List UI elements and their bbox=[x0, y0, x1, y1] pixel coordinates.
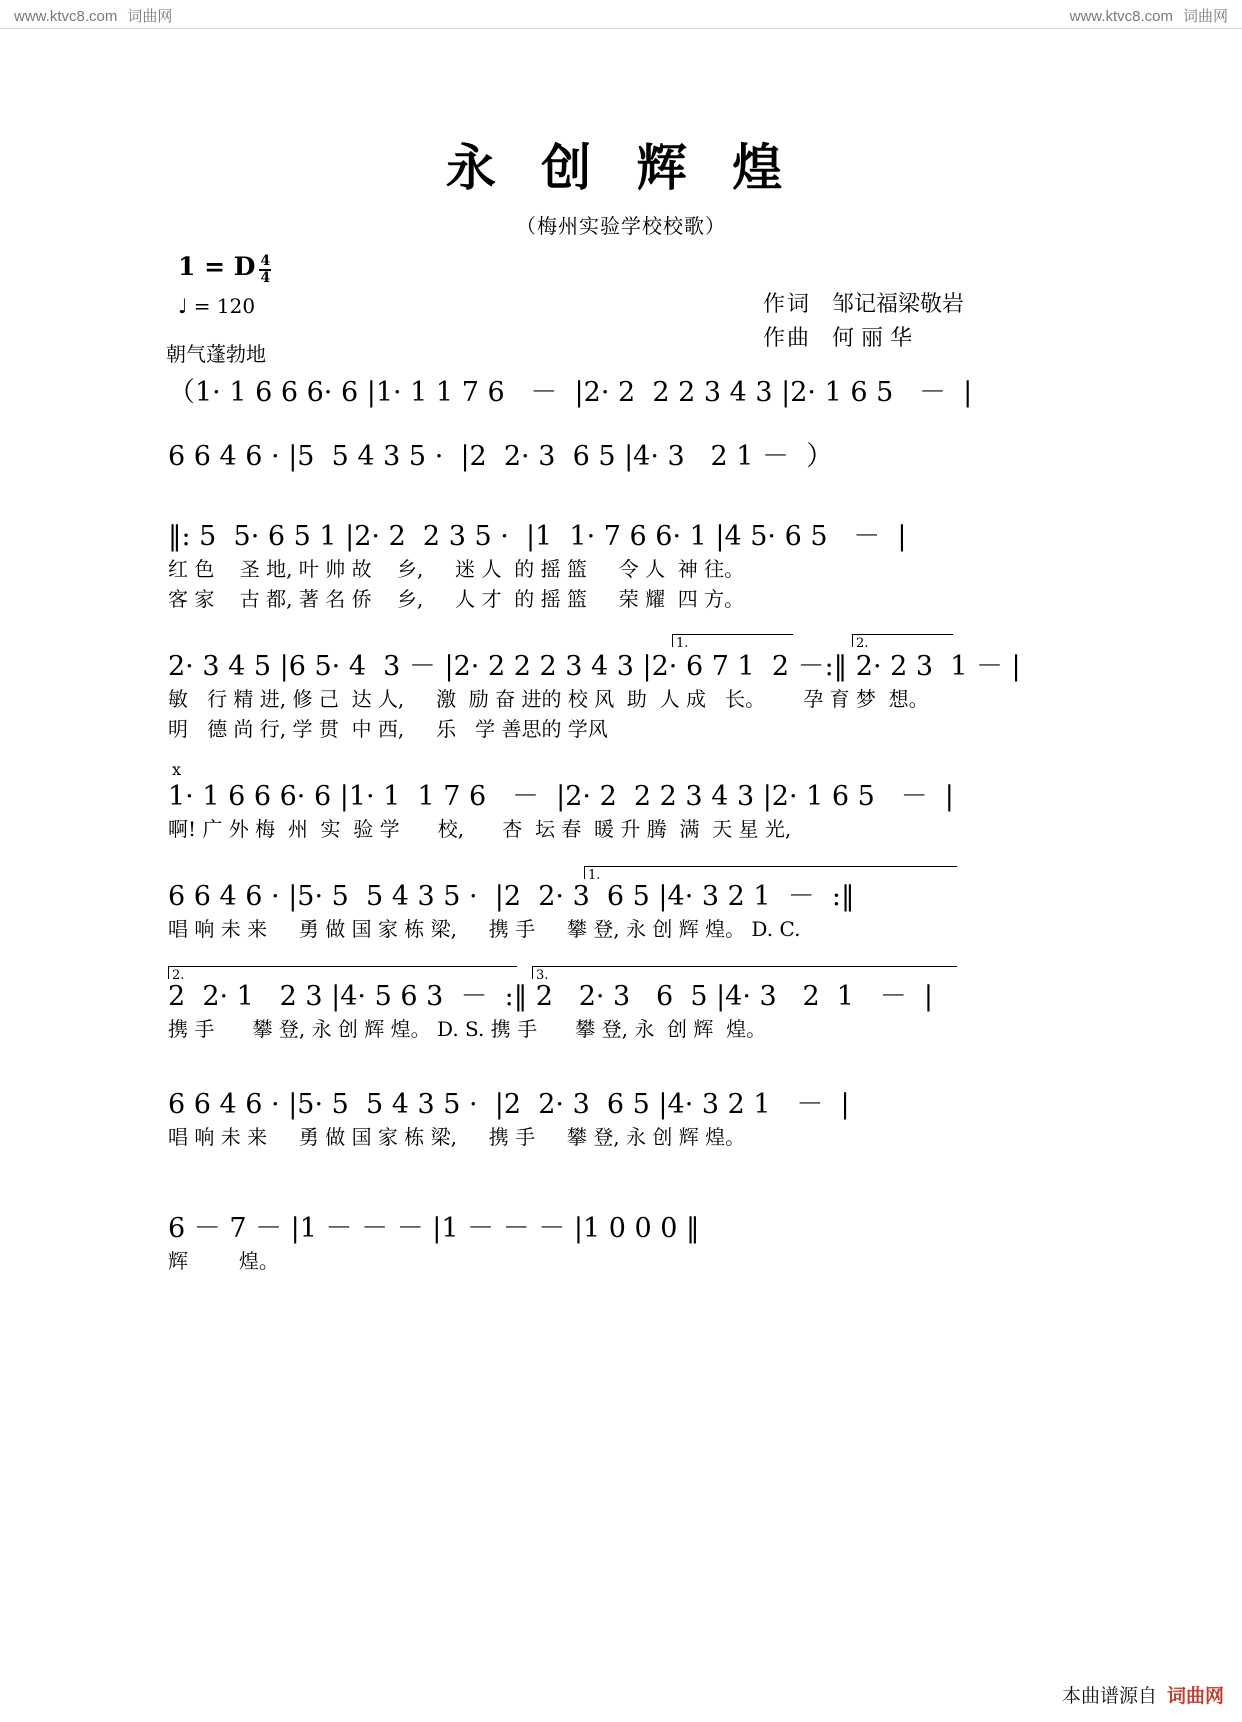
lyrics-line-1: 唱 响 未 来 勇 做 国 家 栋 梁, 携 手 攀 登, 永 创 辉 煌。 bbox=[168, 1125, 746, 1149]
watermark-site-left: 词曲网 bbox=[127, 8, 173, 25]
music-system-ending-1 bbox=[0, 980, 1242, 1044]
volta-bracket-3b bbox=[532, 966, 957, 983]
lyrics-line-2: 明 德 尚 行, 学 贯 中 西, 乐 学 善思的 学风 bbox=[168, 717, 608, 741]
notation-line: ‖: 5 5· 6 5 1 |2· 2 2 3 5 · |1 1· 7 6 6· 1 |4 5· 6 5 － | bbox=[168, 521, 907, 552]
music-system-verse-1 bbox=[0, 520, 1242, 614]
notation-line: （1· 1 6 6 6· 6 |1· 1 1 7 6 － |2· 2 2 2 3 4 3 |2· 1 6 5 － | bbox=[168, 377, 973, 408]
time-signature-denominator: 4 bbox=[260, 269, 271, 286]
footer-source-label: 本曲谱源自 bbox=[1061, 1685, 1157, 1707]
music-system-chorus-1 bbox=[0, 780, 1242, 844]
volta-bracket-1 bbox=[672, 634, 793, 651]
footer-watermark bbox=[1062, 1681, 1224, 1708]
lyrics-line-1: 啊! 广 外 梅 州 实 验 学 校, 杏 坛 春 暖 升 腾 满 天 星 光, bbox=[168, 817, 792, 841]
music-system-verse-2 bbox=[0, 650, 1242, 744]
credits-block bbox=[763, 288, 964, 356]
notation-line: 6 － 7 － |1 － － － |1 － － － |1 0 0 0 ‖ bbox=[168, 1213, 700, 1244]
notation-line: 6 6 4 6 · |5 5 4 3 5 · |2 2· 3 6 5 |4· 3 2 1 － ） bbox=[168, 441, 834, 472]
lyrics-line-1: 携 手 攀 登, 永 创 辉 煌。 D. S. 携 手 攀 登, 永 创 辉 煌。 bbox=[168, 1017, 767, 1041]
music-system-ending-2 bbox=[0, 1088, 1242, 1152]
watermark-top-right bbox=[1070, 5, 1228, 26]
lyricist-label: 作词 bbox=[762, 292, 811, 317]
expression-marking: 朝气蓬勃地 bbox=[166, 342, 266, 366]
page-subtitle: （梅州实验学校校歌） bbox=[516, 214, 726, 238]
lyrics-line-1: 唱 响 未 来 勇 做 国 家 栋 梁, 携 手 攀 登, 永 创 辉 煌。 D. C. bbox=[168, 917, 801, 941]
volta-bracket-2b bbox=[168, 966, 517, 983]
footer-brand: 词曲网 bbox=[1166, 1685, 1224, 1707]
key-signature bbox=[178, 252, 271, 284]
volta-label: 2. bbox=[856, 636, 869, 651]
composer-name: 何 丽 华 bbox=[831, 326, 912, 351]
volta-label: 1. bbox=[588, 868, 601, 883]
lyricist-row bbox=[763, 288, 964, 322]
volta-bracket-1b bbox=[584, 866, 957, 883]
watermark-site-right: 词曲网 bbox=[1182, 8, 1228, 25]
segno-icon: x bbox=[172, 760, 182, 779]
lyrics-line-1: 辉 煌。 bbox=[168, 1249, 279, 1273]
music-system-chorus-2 bbox=[0, 880, 1242, 944]
volta-label: 3. bbox=[536, 968, 549, 983]
quarter-note-icon: ♩ bbox=[178, 294, 188, 318]
time-signature bbox=[259, 254, 271, 285]
notation-line: 6 6 4 6 · |5· 5 5 4 3 5 · |2 2· 3 6 5 |4· 3 2 1 － | bbox=[168, 1089, 850, 1120]
tempo-marking bbox=[178, 294, 255, 318]
watermark-url-left: www.ktvc8.com bbox=[14, 8, 118, 25]
notation-line: 6 6 4 6 · |5· 5 5 4 3 5 · |2 2· 3 6 5 |4· 3 2 1 － :‖ bbox=[168, 881, 855, 912]
notation-line: 1· 1 6 6 6· 6 |1· 1 1 7 6 － |2· 2 2 2 3 4 3 |2· 1 6 5 － | bbox=[168, 781, 954, 812]
music-system-ending-3 bbox=[0, 1212, 1242, 1276]
volta-label: 1. bbox=[676, 636, 689, 651]
volta-bracket-2 bbox=[852, 634, 953, 651]
music-system-intro-2 bbox=[0, 440, 1242, 474]
watermark-url-right: www.ktvc8.com bbox=[1069, 8, 1173, 25]
watermark-top-left bbox=[14, 5, 172, 26]
composer-row bbox=[763, 322, 964, 356]
notation-line: 2· 3 4 5 |6 5· 4 3 － |2· 2 2 2 3 4 3 |2· 6 7 1 2 －:‖ 2· 2 3 1 － | bbox=[168, 651, 1021, 682]
time-signature-numerator: 4 bbox=[260, 252, 271, 269]
key-label: 1 = D bbox=[178, 252, 256, 281]
lyrics-line-1: 敏 行 精 进, 修 己 达 人, 激 励 奋 进的 校 风 助 人 成 长。 孕 育 梦 想。 bbox=[168, 687, 929, 711]
page-title: 永 创 辉 煌 bbox=[445, 138, 797, 197]
lyricist-name: 邹记福梁敬岩 bbox=[831, 292, 964, 317]
tempo-value: = 120 bbox=[193, 294, 256, 318]
lyrics-line-2: 客 家 古 都, 著 名 侨 乡, 人 才 的 摇 篮 荣 耀 四 方。 bbox=[168, 587, 745, 611]
lyrics-line-1: 红 色 圣 地, 叶 帅 故 乡, 迷 人 的 摇 篮 令 人 神 往。 bbox=[168, 557, 745, 581]
notation-line: 2 2· 1 2 3 |4· 5 6 3 － :‖ 2 2· 3 6 5 |4· 3 2 1 － | bbox=[168, 981, 933, 1012]
composer-label: 作曲 bbox=[762, 326, 811, 351]
top-watermark-bar bbox=[0, 0, 1242, 29]
music-system-intro-1 bbox=[0, 376, 1242, 410]
volta-label: 2. bbox=[172, 968, 185, 983]
